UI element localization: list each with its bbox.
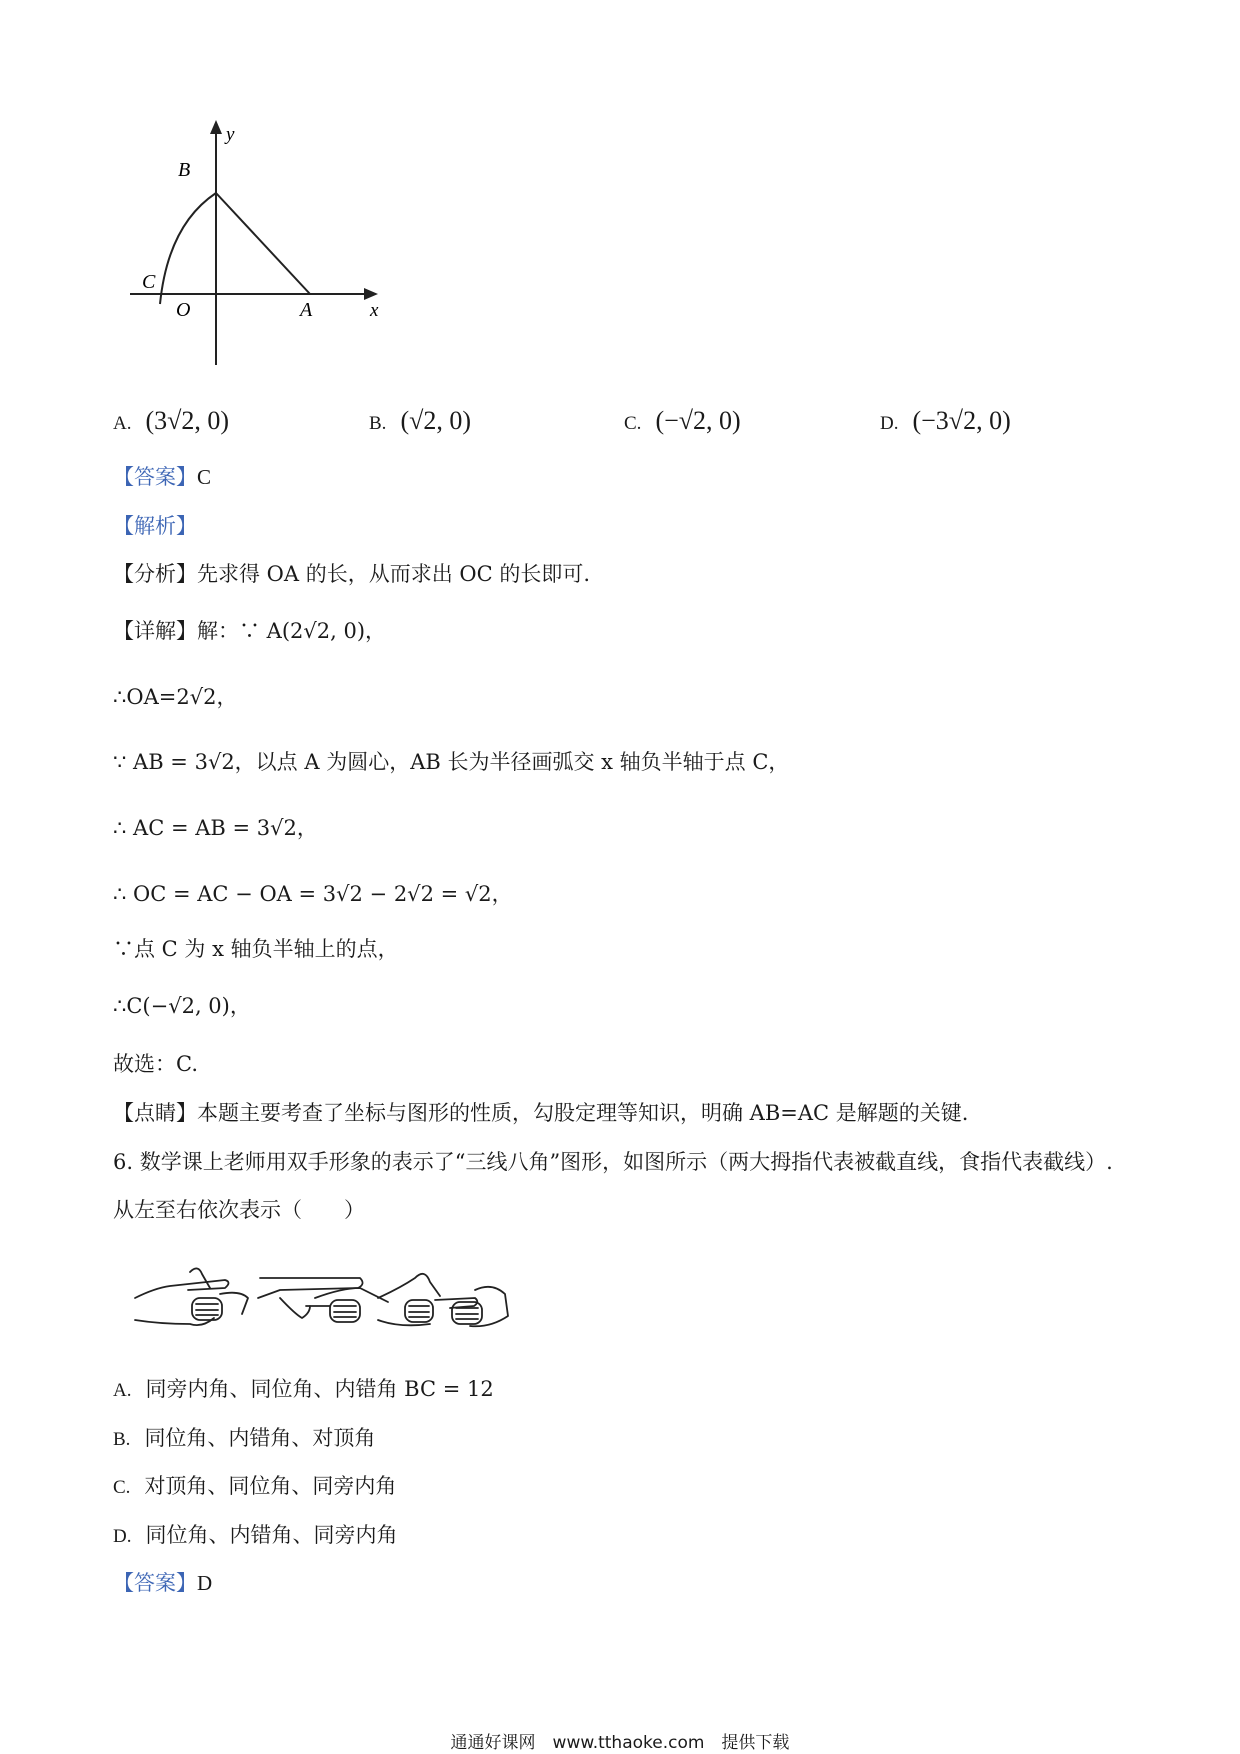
q5-answer — [113, 463, 211, 491]
q5-step-3: ∵ AB = 3√2，以点 A 为圆心，AB 长为半径画弧交 x 轴负半轴于点 C， — [113, 750, 790, 774]
q5-step-7: ∴C(−√2, 0)， — [113, 994, 251, 1018]
hands-illustration — [130, 1258, 580, 1348]
q5-fenxi: 【分析】先求得 OA 的长，从而求出 OC 的长即可. — [113, 562, 591, 586]
q5-step-6: ∵点 C 为 x 轴负半轴上的点， — [113, 937, 399, 961]
q5-option-d: D. (−3√2, 0) — [880, 406, 1011, 435]
answer-value: D — [197, 1571, 213, 1595]
q5-analysis-tag: 【解析】 — [113, 514, 197, 538]
label-x: x — [370, 300, 379, 321]
q6-stem-line2: 从左至右依次表示（ ） — [113, 1198, 365, 1222]
q5-dianjing: 【点睛】本题主要考查了坐标与图形的性质，勾股定理等知识，明确 AB=AC 是解题的关键. — [113, 1101, 969, 1125]
q5-step-4: ∴ AC = AB = 3√2， — [113, 816, 318, 840]
q5-xiangjie: 【详解】解：∵ A(2√2, 0)， — [113, 619, 387, 643]
label-C: C — [142, 271, 156, 293]
q6-stem-line1: 6. 数学课上老师用双手形象的表示了“三线八角”图形，如图所示（两大拇指代表被截直线，食指代表截线）. — [113, 1150, 1113, 1174]
q5-option-c: C. (−√2, 0) — [624, 406, 741, 435]
q6-option-d: D. 同位角、内错角、同旁内角 — [113, 1523, 398, 1547]
q6-option-c: C. 对顶角、同位角、同旁内角 — [113, 1474, 397, 1498]
label-y: y — [226, 124, 235, 145]
q5-option-b: B. (√2, 0) — [369, 406, 472, 435]
q5-step-5: ∴ OC = AC − OA = 3√2 − 2√2 = √2， — [113, 882, 513, 906]
q5-step-8: 故选：C. — [113, 1052, 198, 1076]
label-A: A — [300, 299, 313, 321]
answer-tag: 【答案】 — [113, 465, 197, 489]
coordinate-figure — [120, 120, 380, 370]
label-O: O — [176, 299, 191, 321]
label-B: B — [178, 159, 191, 181]
page-footer: 通通好课网 www.tthaoke.com 提供下载 — [450, 1733, 790, 1753]
q6-option-b: B. 同位角、内错角、对顶角 — [113, 1426, 376, 1450]
q5-option-a: A. (3√2, 0) — [113, 406, 230, 435]
q6-answer — [113, 1569, 212, 1597]
answer-value: C — [197, 465, 212, 489]
answer-tag: 【答案】 — [113, 1571, 197, 1595]
q5-step-2: ∴OA=2√2， — [113, 685, 238, 709]
q6-option-a: A. 同旁内角、同位角、内错角 BC = 12 — [113, 1377, 494, 1401]
